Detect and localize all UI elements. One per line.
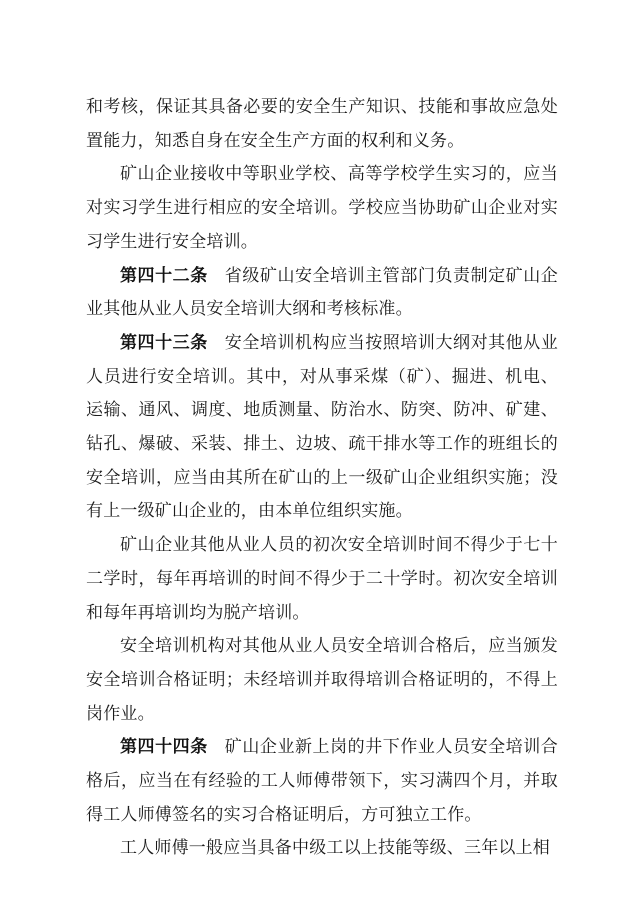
paragraph-text: 工人师傅一般应当具备中级工以上技能等级、三年以上相 [120, 838, 550, 859]
paragraph-text: 和考核，保证其具备必要的安全生产知识、技能和事故应急处置能力，知悉自身在安全生产方面的权利和义务。 [86, 97, 558, 151]
paragraph-text: 矿山企业其他从业人员的初次安全培训时间不得少于七十二学时，每年再培训的时间不得少于二十学时。初次安全培训和每年再培训均为脱产培训。 [86, 535, 558, 623]
article-number: 第四十四条 [120, 737, 208, 758]
paragraph-training-hours [86, 529, 558, 630]
article-number: 第四十二条 [120, 265, 208, 286]
article-44 [86, 731, 558, 832]
article-43 [86, 327, 558, 529]
paragraph-internship-training [86, 158, 558, 259]
article-text: 省级矿山安全培训主管部门负责制定矿山企业其他从业人员安全培训大纲和考核标准。 [86, 265, 558, 320]
paragraph-text: 矿山企业接收中等职业学校、高等学校学生实习的，应当对实习学生进行相应的安全培训。学校应当协助矿山企业对实习学生进行安全培训。 [86, 164, 558, 252]
paragraph-continuation [86, 91, 558, 158]
article-text: 矿山企业新上岗的井下作业人员安全培训合格后，应当在有经验的工人师傅带领下，实习满四个月，并取得工人师傅签名的实习合格证明后，方可独立工作。 [86, 737, 558, 825]
article-number: 第四十三条 [120, 332, 208, 353]
document-body [86, 91, 558, 866]
paragraph-training-certificate [86, 630, 558, 731]
paragraph-mentor-requirements [86, 832, 558, 866]
paragraph-text: 安全培训机构对其他从业人员安全培训合格后，应当颁发安全培训合格证明；未经培训并取得培训合格证明的，不得上岗作业。 [86, 636, 558, 724]
article-text: 安全培训机构应当按照培训大纲对其他从业人员进行安全培训。其中，对从事采煤（矿）、掘进、机电、运输、通风、调度、地质测量、防治水、防突、防冲、矿建、钻孔、爆破、采装、排土、边坡、疏干排水等工作的班组长的安全培训，应当由其所在矿山的上一级矿山企业组织实施；没有上一级矿山企业的，由本单位组织实施。 [86, 332, 558, 522]
article-42 [86, 260, 558, 327]
